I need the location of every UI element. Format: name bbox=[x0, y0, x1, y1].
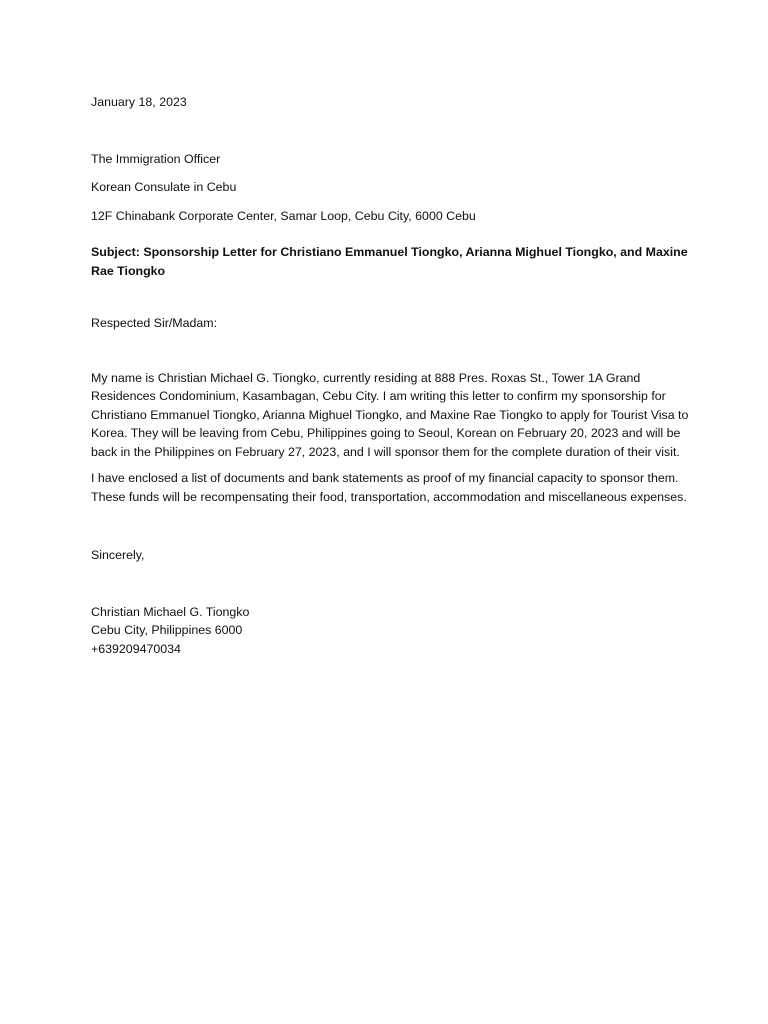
letter-closing: Sincerely, bbox=[91, 548, 145, 562]
recipient-title: The Immigration Officer bbox=[91, 151, 221, 166]
body-paragraph-2: I have enclosed a list of documents and bank statements as proof of my financial capacity to sponsor them. These funds will be recompensating their food, transportation, accommodation and miscellaneous expenses. bbox=[91, 471, 687, 504]
recipient-block bbox=[91, 150, 691, 226]
letter-subject: Subject: Sponsorship Letter for Christiano Emmanuel Tiongko, Arianna Mighuel Tiongko, and Maxine Rae Tiongko bbox=[91, 245, 688, 278]
sponsorship-letter bbox=[91, 93, 691, 658]
signer-address: Cebu City, Philippines 6000 bbox=[91, 623, 243, 637]
signature-block bbox=[91, 603, 691, 659]
letter-date: January 18, 2023 bbox=[91, 95, 187, 109]
recipient-address: 12F Chinabank Corporate Center, Samar Loop, Cebu City, 6000 Cebu bbox=[91, 208, 476, 223]
recipient-organization: Korean Consulate in Cebu bbox=[91, 180, 237, 194]
letter-salutation: Respected Sir/Madam: bbox=[91, 316, 218, 330]
signer-phone: +639209470034 bbox=[91, 641, 181, 656]
signer-name: Christian Michael G. Tiongko bbox=[91, 604, 250, 619]
body-paragraph-1: My name is Christian Michael G. Tiongko, currently residing at 888 Pres. Roxas St., Tower 1A Grand Residences Condominium, Kasambagan, Cebu City. I am writing this letter to confirm my sponsorship for Christiano Emmanuel Tiongko, Arianna Mighuel Tiongko, and Maxine Rae Tiongko to apply for Tourist Visa to Korea. They will be leaving from Cebu, Philippines going to Seoul, Korean on February 20, 2023 and will be back in the Philippines on February 27, 2023, and I will sponsor them for the complete duration of their visit. bbox=[91, 370, 689, 459]
